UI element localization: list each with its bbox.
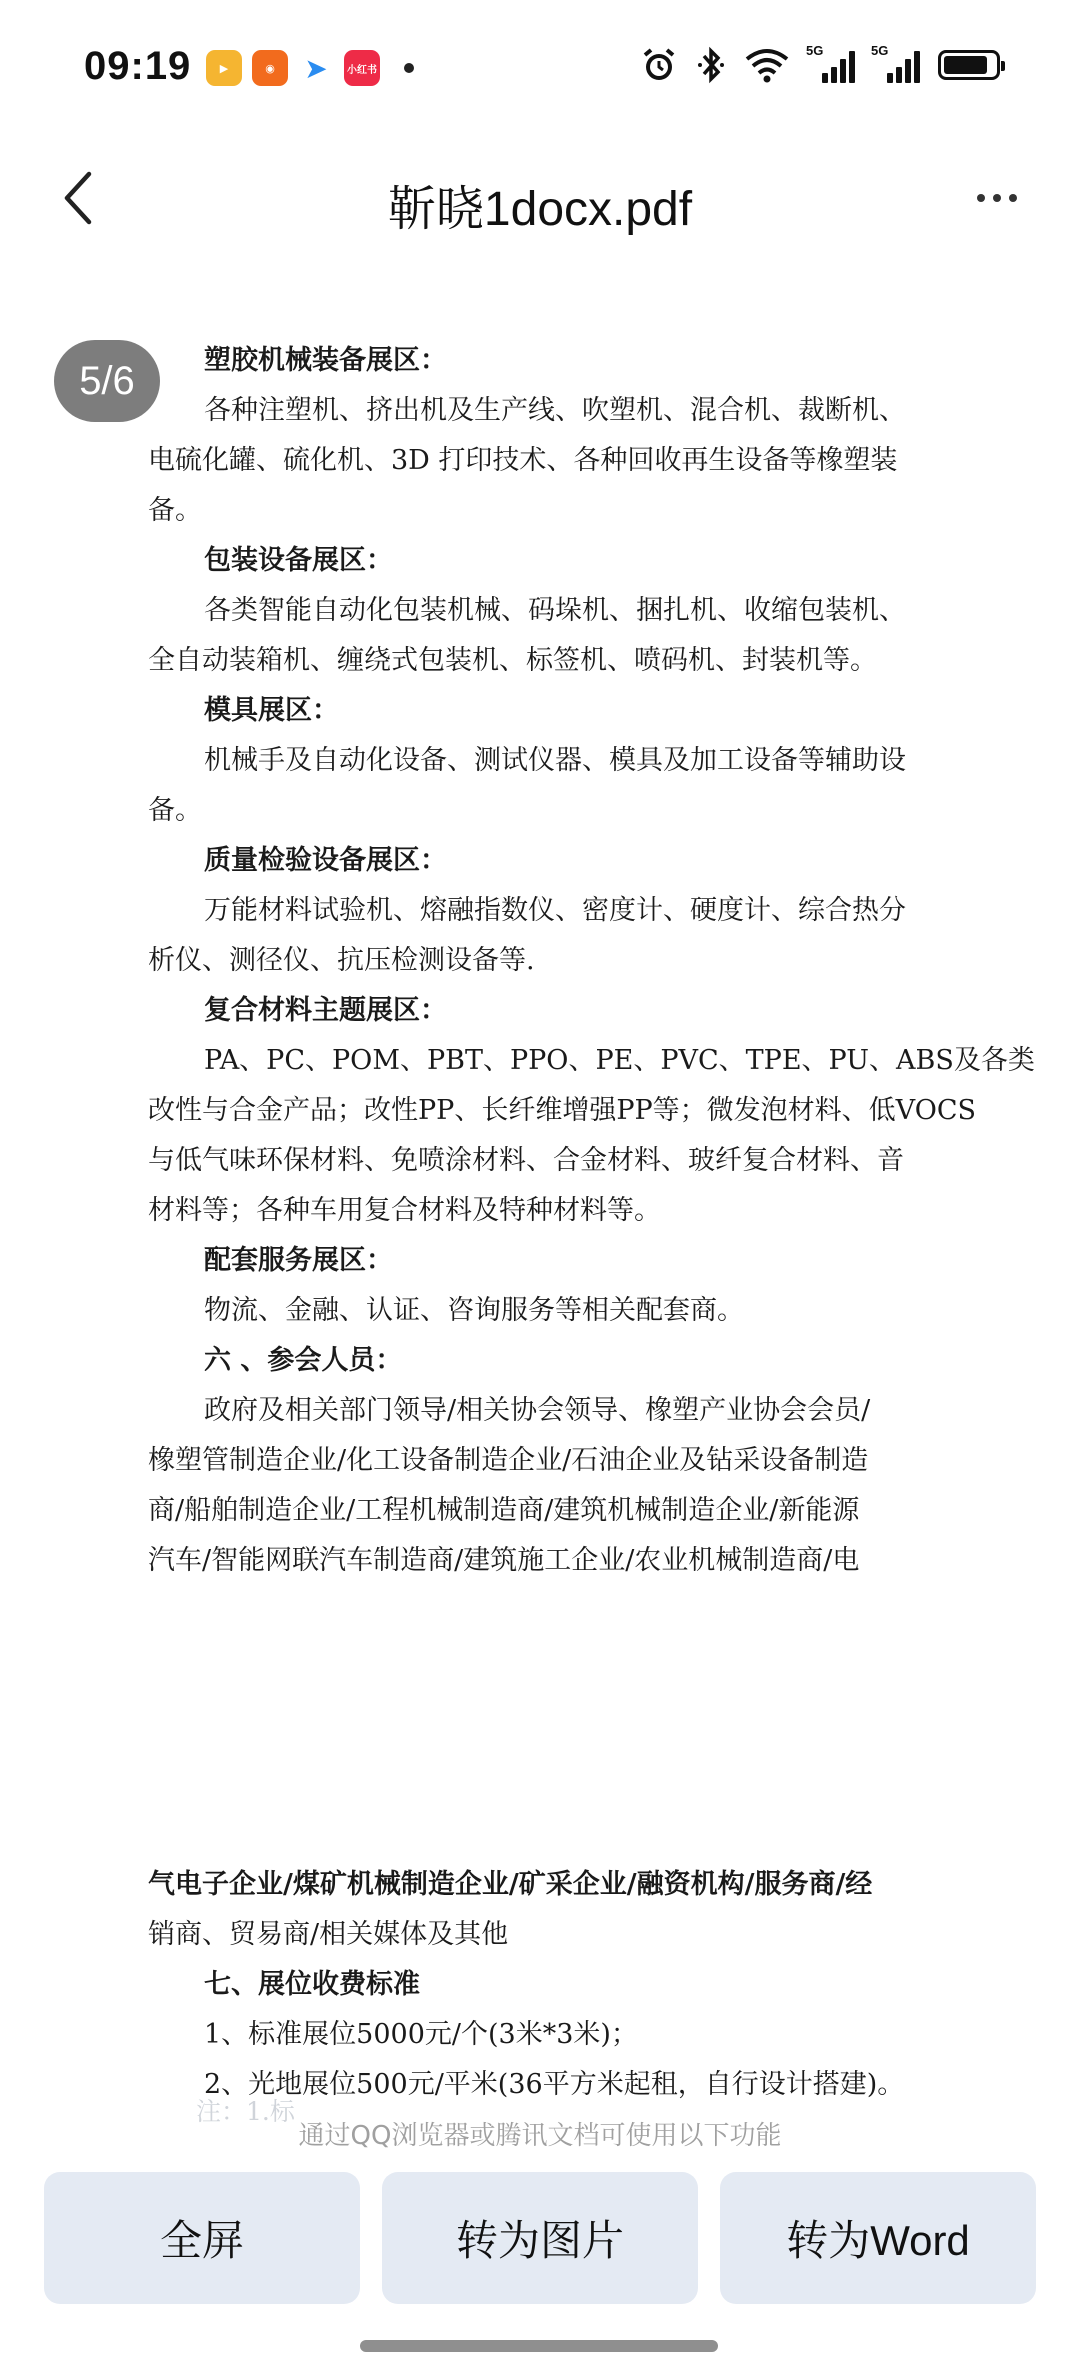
- body-text-line: 橡塑管制造企业/化工设备制造企业/石油企业及钻采设备制造: [148, 1445, 869, 1476]
- body-text-line: 备。: [148, 495, 202, 526]
- section-heading: 模具展区：: [204, 695, 339, 726]
- bluetooth-icon: [696, 46, 726, 84]
- feature-hint: 通过QQ浏览器或腾讯文档可使用以下功能: [298, 2121, 782, 2151]
- body-text-line: 全自动装箱机、缠绕式包装机、标签机、喷码机、封装机等。: [148, 645, 877, 676]
- wifi-icon: [744, 47, 790, 83]
- section-heading: 气电子企业/煤矿机械制造企业/矿采企业/融资机构/服务商/经: [148, 1869, 873, 1900]
- kuaishou-icon: ◉: [252, 50, 288, 86]
- action-bar: [44, 2172, 1036, 2304]
- body-text-line: 与低气味环保材料、免喷涂材料、合金材料、玻纤复合材料、音: [148, 1145, 904, 1176]
- body-text-line: 商/船舶制造企业/工程机械制造商/建筑机械制造企业/新能源: [148, 1495, 860, 1526]
- body-text-line: 万能材料试验机、熔融指数仪、密度计、硬度计、综合热分: [204, 895, 906, 926]
- section-heading: 六 、参会人员：: [204, 1345, 403, 1376]
- body-text-line: 销商、贸易商/相关媒体及其他: [148, 1919, 509, 1950]
- convert-to-image-button[interactable]: 转为图片: [382, 2172, 698, 2304]
- section-heading: 质量检验设备展区：: [204, 845, 447, 876]
- body-text-line: PA、PC、POM、PBT、PPO、PE、PVC、TPE、PU、ABS及各类: [204, 1045, 1035, 1076]
- body-text-line: 物流、金融、认证、咨询服务等相关配套商。: [204, 1295, 744, 1326]
- signal-5g-icon-2: [871, 43, 920, 83]
- convert-to-word-button[interactable]: 转为Word: [720, 2172, 1036, 2304]
- more-notifications-dot: [404, 63, 414, 73]
- section-heading: 复合材料主题展区：: [204, 995, 447, 1026]
- paper-plane-icon: ➤: [298, 50, 334, 86]
- body-text-line: 材料等；各种车用复合材料及特种材料等。: [148, 1195, 661, 1226]
- system-icons: [640, 43, 1000, 84]
- page-indicator: 5/6: [54, 340, 160, 422]
- app-header: [0, 140, 1080, 260]
- body-text-line: 各种注塑机、挤出机及生产线、吹塑机、混合机、裁断机、: [204, 395, 906, 426]
- signal-5g-icon-1: [806, 43, 855, 83]
- alarm-icon: [640, 46, 678, 84]
- network-tag: 5G: [871, 43, 889, 58]
- section-heading: 七、展位收费标准: [204, 1969, 420, 2000]
- document-title: 靳晓1docx.pdf: [387, 183, 693, 236]
- body-text-line: 备。: [148, 795, 202, 826]
- battery-icon: [938, 50, 1000, 80]
- section-heading: 配套服务展区：: [204, 1245, 393, 1276]
- section-heading: 包装设备展区：: [204, 545, 393, 576]
- body-text-line: 各类智能自动化包装机械、码垛机、捆扎机、收缩包装机、: [204, 595, 906, 626]
- body-text-line: 政府及相关部门领导/相关协会领导、橡塑产业协会会员/: [204, 1395, 871, 1426]
- body-text-line: 汽车/智能网联汽车制造商/建筑施工企业/农业机械制造商/电: [148, 1545, 860, 1576]
- video-app-icon: ▶: [206, 50, 242, 86]
- body-text-line: 2、光地展位500元/平米(36平方米起租，自行设计搭建)。: [204, 2069, 905, 2100]
- notification-icons: [206, 50, 414, 86]
- body-text-line: 1、标准展位5000元/个(3米*3米)；: [204, 2019, 638, 2050]
- status-time: 09:19: [84, 44, 192, 88]
- body-text-line: 析仪、测径仪、抗压检测设备等.: [148, 945, 535, 976]
- home-indicator[interactable]: [360, 2340, 718, 2352]
- xiaohongshu-icon: 小红书: [344, 50, 380, 86]
- body-text-line: 改性与合金产品；改性PP、长纤维增强PP等；微发泡材料、低VOCS: [148, 1095, 976, 1126]
- body-text-line: 电硫化罐、硫化机、3D 打印技术、各种回收再生设备等橡塑装: [148, 445, 898, 476]
- body-text-line: 机械手及自动化设备、测试仪器、模具及加工设备等辅助设: [204, 745, 906, 776]
- faded-note-text: 注：1.标: [196, 2097, 295, 2126]
- more-dots-icon: [977, 194, 985, 202]
- status-bar: [0, 0, 1080, 140]
- section-heading: 塑胶机械装备展区：: [204, 345, 447, 376]
- more-options-button[interactable]: [962, 168, 1032, 228]
- fullscreen-button[interactable]: 全屏: [44, 2172, 360, 2304]
- network-tag: 5G: [806, 43, 824, 58]
